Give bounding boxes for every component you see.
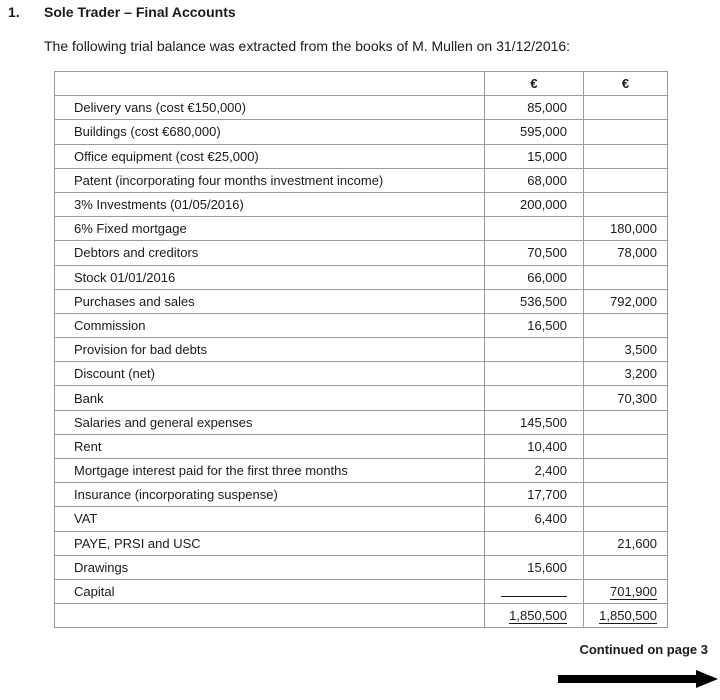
row-credit: 3,500: [584, 338, 668, 362]
row-label: Rent: [55, 434, 485, 458]
intro-text: The following trial balance was extracted from the books of M. Mullen on 31/12/2016:: [44, 38, 571, 54]
row-credit: 180,000: [584, 217, 668, 241]
row-debit: 536,500: [485, 289, 584, 313]
table-row: [55, 168, 668, 192]
total-credit-cell: [584, 604, 668, 628]
row-debit: 85,000: [485, 96, 584, 120]
table-row: [55, 217, 668, 241]
table-row: [55, 555, 668, 579]
row-label: 6% Fixed mortgage: [55, 217, 485, 241]
row-label: Drawings: [55, 555, 485, 579]
row-debit: 595,000: [485, 120, 584, 144]
total-debit-cell: [485, 604, 584, 628]
row-label: Capital: [55, 579, 485, 603]
table-row: [55, 483, 668, 507]
row-label: Mortgage interest paid for the first three months: [55, 459, 485, 483]
table-row: [55, 96, 668, 120]
table-row: [55, 410, 668, 434]
row-label: 3% Investments (01/05/2016): [55, 192, 485, 216]
row-label: Stock 01/01/2016: [55, 265, 485, 289]
row-credit: [584, 144, 668, 168]
row-credit: 78,000: [584, 241, 668, 265]
row-debit: 70,500: [485, 241, 584, 265]
row-debit: [485, 531, 584, 555]
table-row: [55, 313, 668, 337]
row-credit: [584, 313, 668, 337]
total-credit: 1,850,500: [599, 607, 657, 623]
table-row: [55, 531, 668, 555]
row-credit: [584, 96, 668, 120]
row-debit: 17,700: [485, 483, 584, 507]
row-debit: 2,400: [485, 459, 584, 483]
row-label: Insurance (incorporating suspense): [55, 483, 485, 507]
row-debit: 68,000: [485, 168, 584, 192]
row-label: Purchases and sales: [55, 289, 485, 313]
row-label: Patent (incorporating four months investment income): [55, 168, 485, 192]
header-debit-currency: €: [485, 72, 584, 96]
row-debit: 66,000: [485, 265, 584, 289]
row-label: Commission: [55, 313, 485, 337]
row-label: VAT: [55, 507, 485, 531]
row-debit: [485, 338, 584, 362]
table-row: [55, 579, 668, 603]
row-label: Buildings (cost €680,000): [55, 120, 485, 144]
row-debit: 15,000: [485, 144, 584, 168]
table-row: [55, 507, 668, 531]
row-credit: [584, 168, 668, 192]
row-credit: [584, 483, 668, 507]
row-label: Provision for bad debts: [55, 338, 485, 362]
row-label: Debtors and creditors: [55, 241, 485, 265]
row-credit: 792,000: [584, 289, 668, 313]
row-credit: [584, 507, 668, 531]
total-debit: 1,850,500: [509, 607, 567, 623]
row-label: Office equipment (cost €25,000): [55, 144, 485, 168]
row-credit: [584, 555, 668, 579]
row-credit: [584, 265, 668, 289]
row-debit: 16,500: [485, 313, 584, 337]
totals-label-cell: [55, 604, 485, 628]
row-debit: [485, 362, 584, 386]
row-credit: 21,600: [584, 531, 668, 555]
arrow-right-icon: [558, 670, 718, 688]
totals-row: [55, 604, 668, 628]
debit-underline: [501, 588, 567, 597]
row-credit: [584, 579, 668, 603]
row-credit: 3,200: [584, 362, 668, 386]
table-row: [55, 265, 668, 289]
row-debit: [485, 217, 584, 241]
row-debit: 200,000: [485, 192, 584, 216]
trial-balance-table: [54, 71, 668, 628]
row-debit: [485, 386, 584, 410]
row-debit: [485, 579, 584, 603]
table-row: [55, 241, 668, 265]
row-credit: [584, 410, 668, 434]
row-debit: 10,400: [485, 434, 584, 458]
question-title: Sole Trader – Final Accounts: [44, 4, 236, 20]
question-number: 1.: [8, 4, 20, 20]
row-credit: [584, 192, 668, 216]
table-row: [55, 289, 668, 313]
table-row: [55, 338, 668, 362]
row-credit: [584, 434, 668, 458]
table-row: [55, 434, 668, 458]
row-label: PAYE, PRSI and USC: [55, 531, 485, 555]
row-debit: 6,400: [485, 507, 584, 531]
table-row: [55, 144, 668, 168]
table-row: [55, 192, 668, 216]
table-row: [55, 386, 668, 410]
row-label: Salaries and general expenses: [55, 410, 485, 434]
table-row: [55, 459, 668, 483]
row-credit: 70,300: [584, 386, 668, 410]
table-header-row: [55, 72, 668, 96]
table-row: [55, 120, 668, 144]
row-label: Discount (net): [55, 362, 485, 386]
trial-balance-body: [55, 72, 668, 628]
row-label: Bank: [55, 386, 485, 410]
credit-value: 701,900: [610, 583, 657, 599]
row-debit: 145,500: [485, 410, 584, 434]
row-debit: 15,600: [485, 555, 584, 579]
table-row: [55, 362, 668, 386]
continued-note: Continued on page 3: [579, 642, 708, 657]
row-label: Delivery vans (cost €150,000): [55, 96, 485, 120]
row-credit: [584, 459, 668, 483]
row-credit: [584, 120, 668, 144]
header-description-cell: [55, 72, 485, 96]
header-credit-currency: €: [584, 72, 668, 96]
